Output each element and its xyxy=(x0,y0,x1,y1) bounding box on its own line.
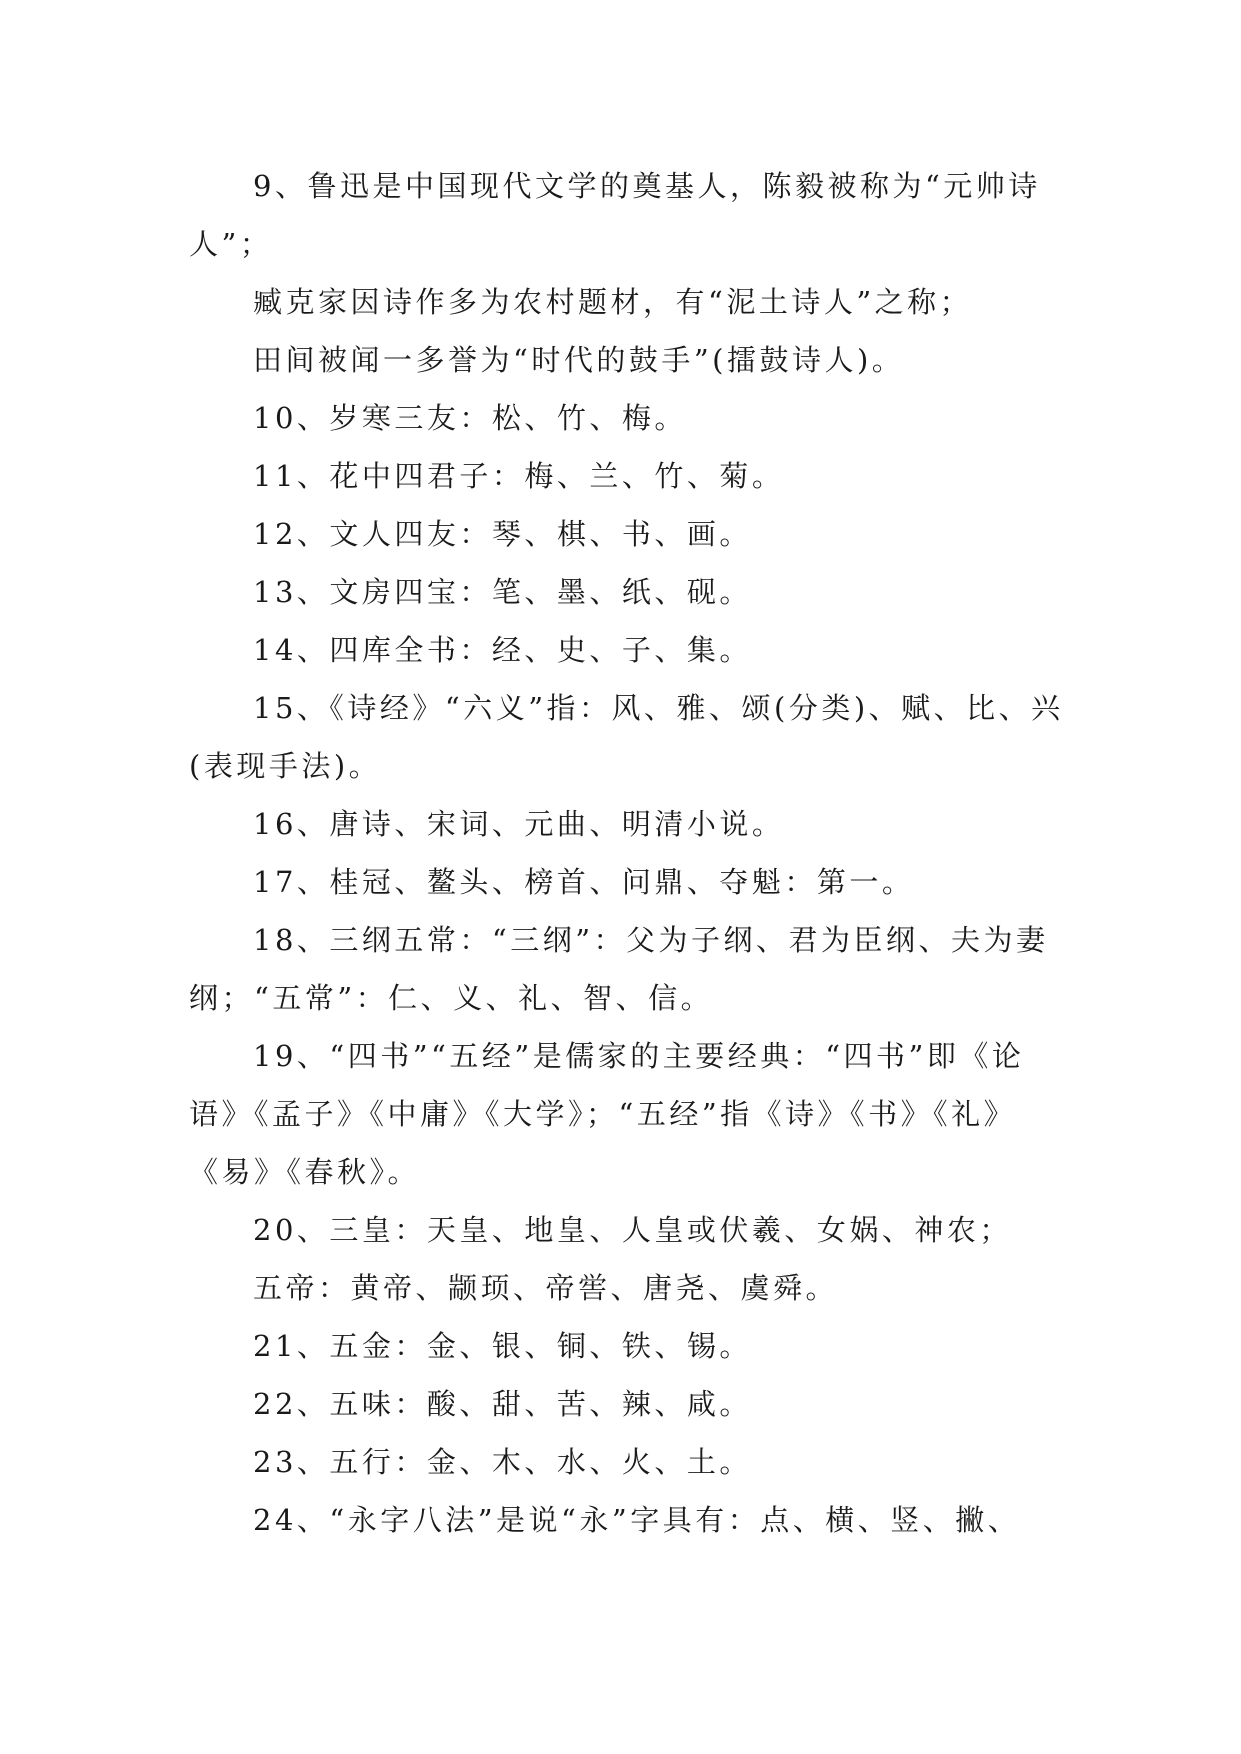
paragraph: 20、三皇：天皇、地皇、人皇或伏羲、女娲、神农； xyxy=(253,1213,1012,1247)
paragraph: 18、三纲五常：“三纲”：父为子纲、君为臣纲、夫为妻纲；“五常”：仁、义、礼、智、信。 xyxy=(189,923,1049,1015)
paragraph: 23、五行：金、木、水、火、土。 xyxy=(253,1445,752,1479)
paragraph: 五帝：黄帝、颛顼、帝喾、唐尧、虞舜。 xyxy=(253,1271,839,1305)
paragraph: 13、文房四宝：笔、墨、纸、砚。 xyxy=(253,575,752,609)
paragraph: 17、桂冠、鳌头、榜首、问鼎、夺魁：第一。 xyxy=(253,865,915,899)
paragraph: 19、“四书”“五经”是儒家的主要经典：“四书”即《论语》《孟子》《中庸》《大学》；“五经”指《诗》《书》《礼》《易》《春秋》。 xyxy=(189,1039,1025,1189)
document-body xyxy=(189,157,1069,1549)
paragraph: 24、“永字八法”是说“永”字具有：点、横、竖、撇、 xyxy=(253,1503,1021,1537)
paragraph: 12、文人四友：琴、棋、书、画。 xyxy=(253,517,752,551)
paragraph: 田间被闻一多誉为“时代的鼓手”(擂鼓诗人)。 xyxy=(253,343,905,377)
paragraph: 臧克家因诗作多为农村题材，有“泥土诗人”之称； xyxy=(253,285,973,319)
paragraph: 16、唐诗、宋词、元曲、明清小说。 xyxy=(253,807,785,841)
paragraph: 9、鲁迅是中国现代文学的奠基人，陈毅被称为“元帅诗人”； xyxy=(189,169,1041,261)
paragraph: 15、《诗经》“六义”指：风、雅、颂(分类)、赋、比、兴(表现手法)。 xyxy=(189,691,1064,783)
paragraph: 10、岁寒三友：松、竹、梅。 xyxy=(253,401,687,435)
paragraph: 14、四库全书：经、史、子、集。 xyxy=(253,633,752,667)
paragraph: 22、五味：酸、甜、苦、辣、咸。 xyxy=(253,1387,752,1421)
paragraph: 11、花中四君子：梅、兰、竹、菊。 xyxy=(253,459,785,493)
paragraph: 21、五金：金、银、铜、铁、锡。 xyxy=(253,1329,752,1363)
